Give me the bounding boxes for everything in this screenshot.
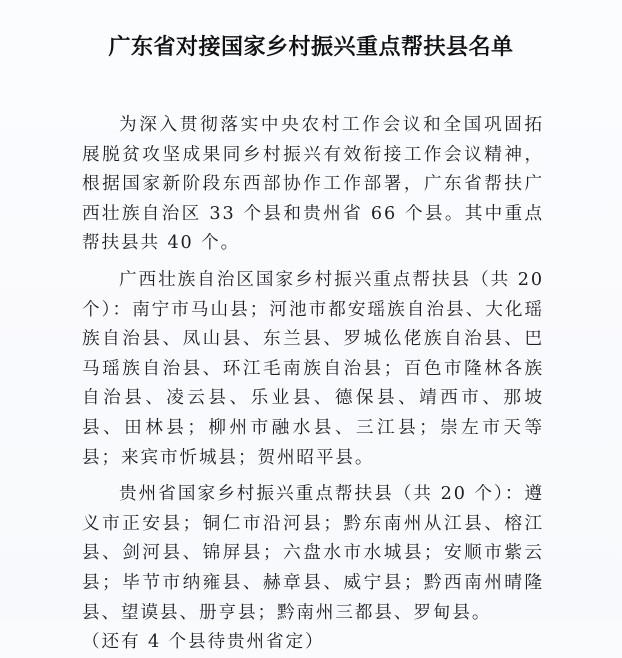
document-title: 广东省对接国家乡村振兴重点帮扶县名单	[108, 34, 514, 60]
pending-note: （还有 4 个县待贵州省定）	[82, 632, 325, 653]
guizhou-counties-paragraph: 贵州省国家乡村振兴重点帮扶县（共 20 个）：遵义市正安县；铜仁市沿河县；黔东南州从江县、榕江县、剑河县、锦屏县；六盘水市水城县；安顺市紫云县；毕节市纳雍县、赫章县、威宁县；黔西南州晴隆县、望谟县、册亨县；黔南州三都县、罗甸县。	[82, 484, 544, 623]
document-body	[82, 111, 544, 658]
intro-paragraph: 为深入贯彻落实中央农村工作会议和全国巩固拓展脱贫攻坚成果同乡村振兴有效衔接工作会议精神，根据国家新阶段东西部协作工作部署，广东省帮扶广西壮族自治区 33 个县和贵州省 66 个县。其中重点帮扶县共 40 个。	[82, 115, 544, 254]
guangxi-counties-paragraph: 广西壮族自治区国家乡村振兴重点帮扶县（共 20 个）：南宁市马山县；河池市都安瑶族自治县、大化瑶族自治县、凤山县、东兰县、罗城仫佬族自治县、巴马瑶族自治县、环江毛南族自治县；百色市隆林各族自治县、凌云县、乐业县、德保县、靖西市、那坡县、田林县；柳州市融水县、三江县；崇左市天等县；来宾市忻城县；贺州昭平县。	[82, 269, 544, 468]
